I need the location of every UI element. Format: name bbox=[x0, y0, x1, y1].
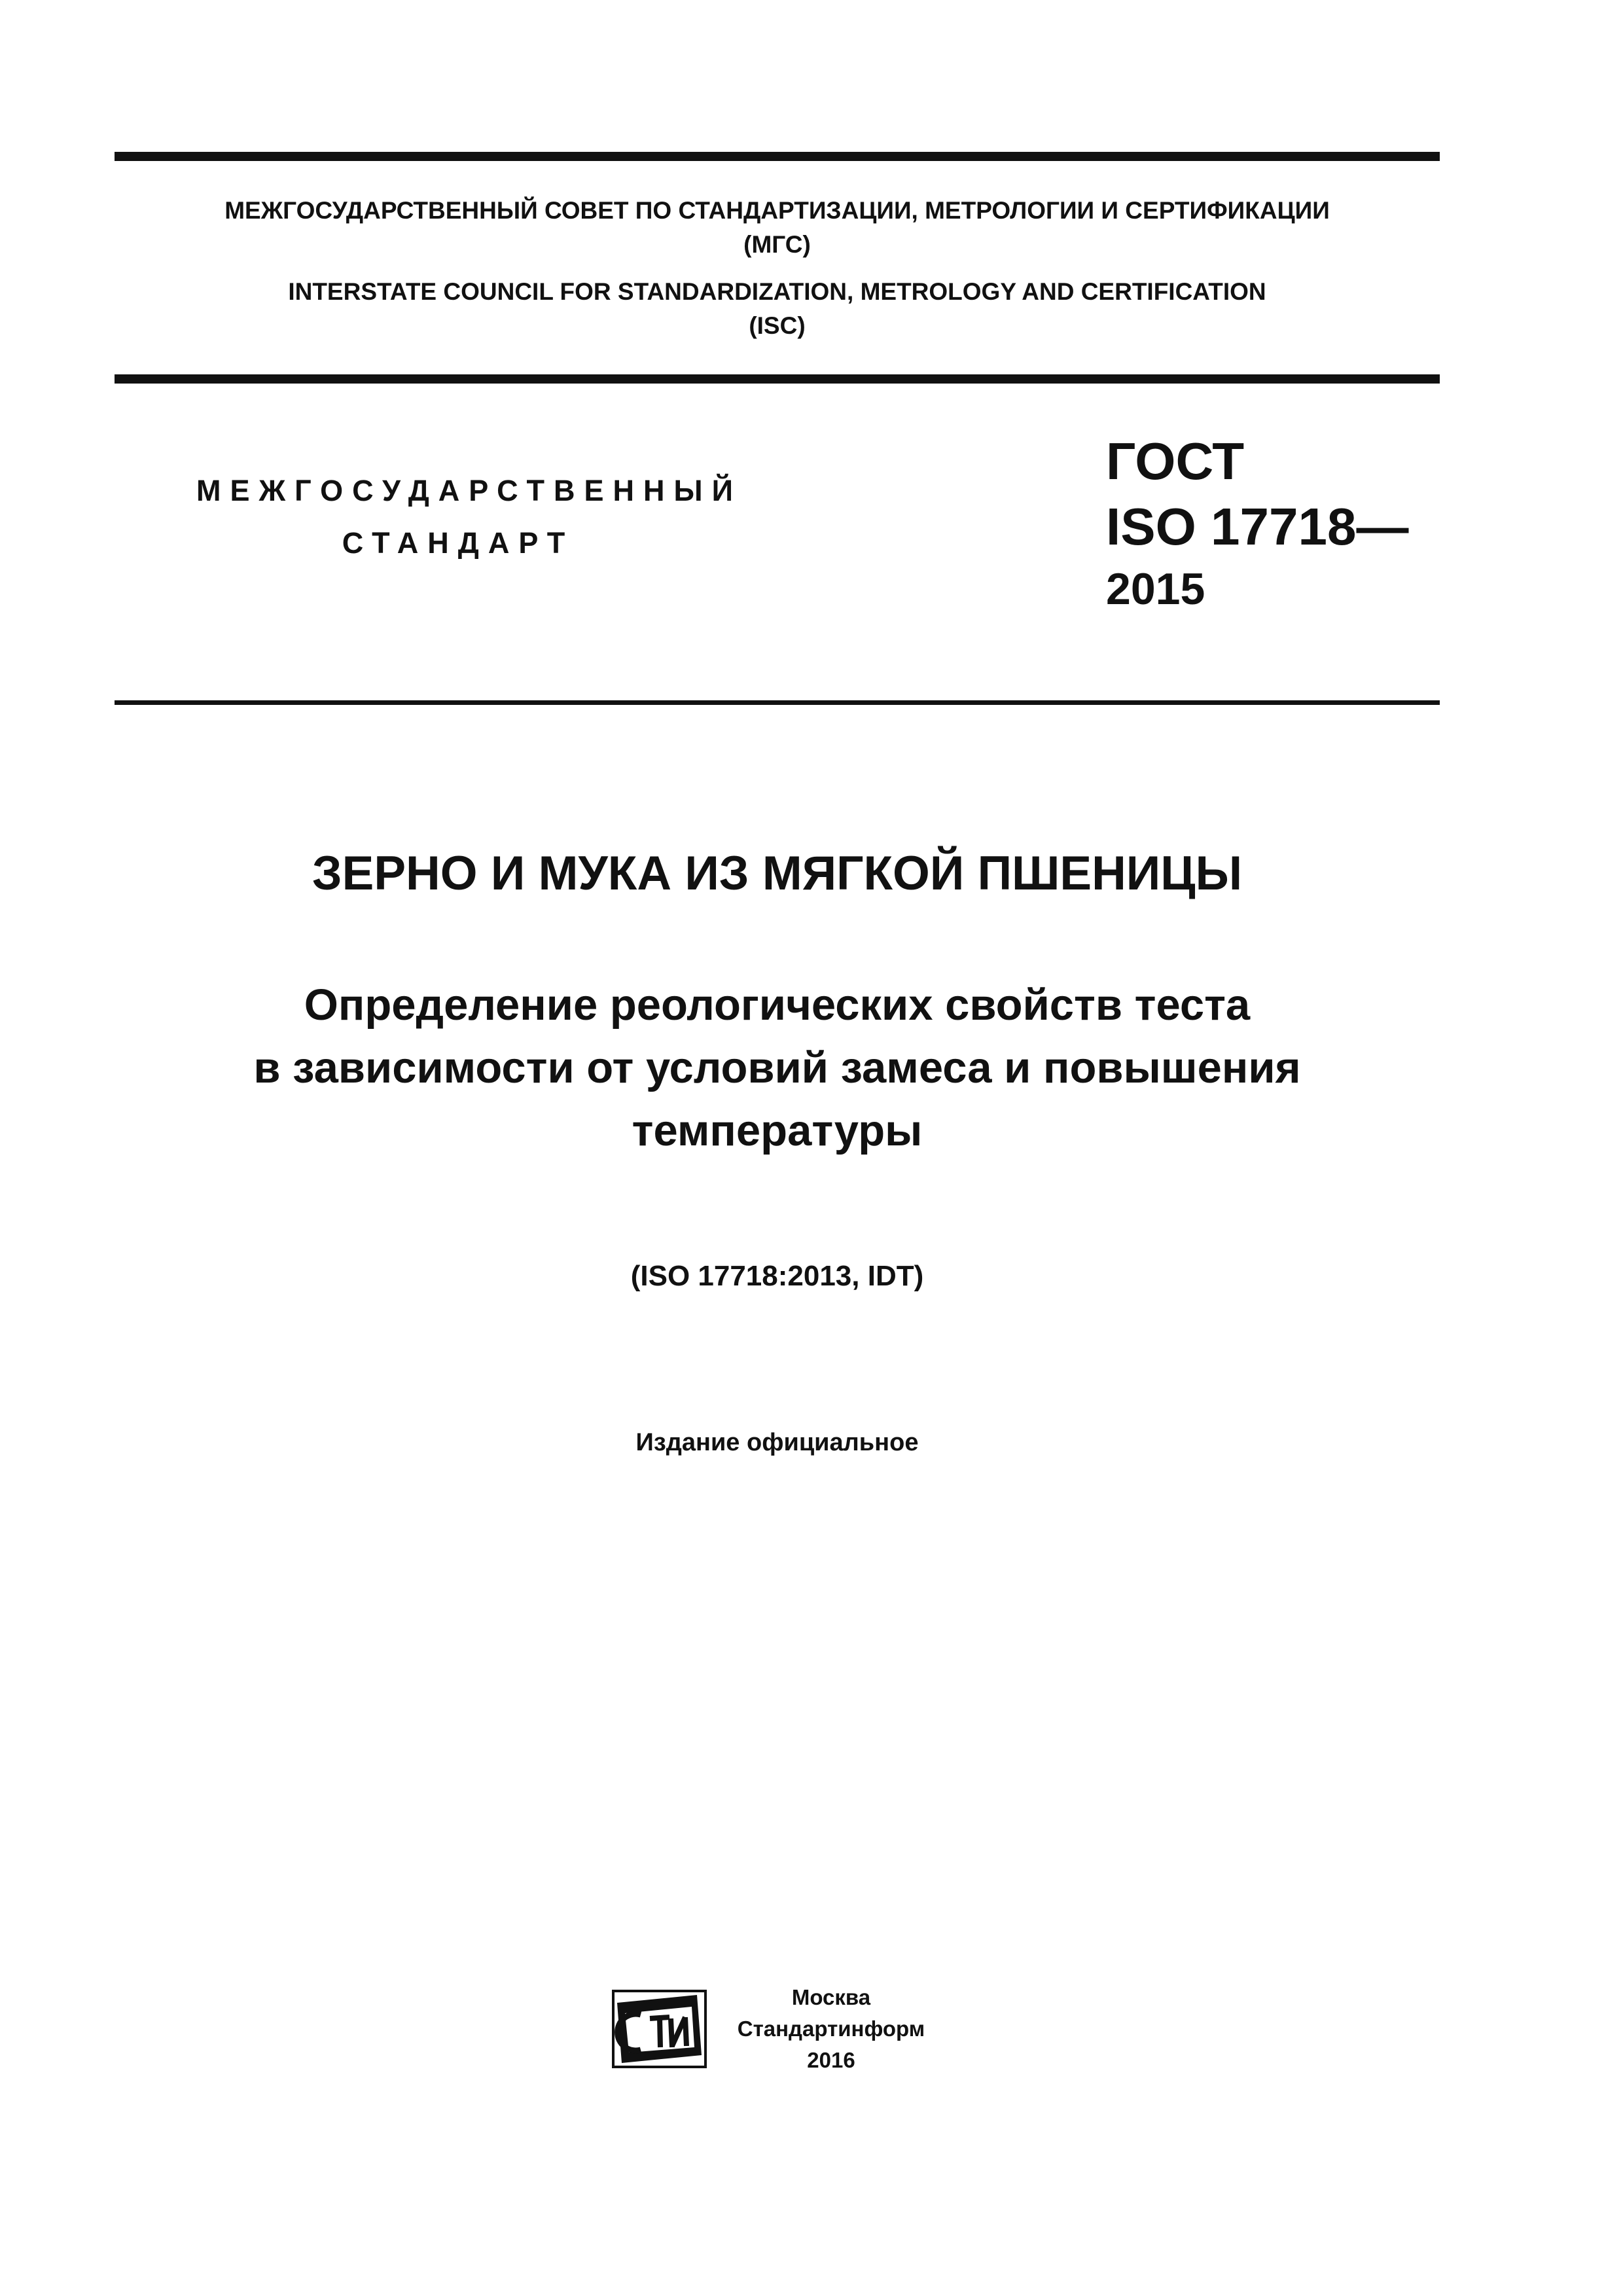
designation-gost: ГОСТ bbox=[1106, 432, 1245, 490]
designation-number: ISO 17718— bbox=[1106, 497, 1409, 556]
standard-kind bbox=[196, 465, 742, 569]
publisher-block bbox=[720, 1982, 942, 2076]
standard-kind-line2: СТАНДАРТ bbox=[342, 526, 575, 560]
standartinform-logo-icon bbox=[612, 1990, 707, 2068]
council-header bbox=[115, 194, 1440, 343]
top-rule bbox=[115, 152, 1440, 161]
subtitle-line2: в зависимости от условий замеса и повышения bbox=[253, 1043, 1301, 1092]
publisher-year: 2016 bbox=[807, 2048, 855, 2072]
subtitle-line3: температуры bbox=[632, 1106, 923, 1155]
standard-kind-line1: МЕЖГОСУДАРСТВЕННЫЙ bbox=[196, 474, 742, 507]
designation-year: 2015 bbox=[1106, 564, 1205, 614]
publisher-name: Стандартинформ bbox=[737, 2017, 925, 2041]
publisher-city: Москва bbox=[791, 1985, 871, 2009]
council-en-name: INTERSTATE COUNCIL FOR STANDARDIZATION, METROLOGY AND CERTIFICATION bbox=[288, 278, 1266, 305]
council-ru-abbr: (МГС) bbox=[743, 231, 811, 258]
iso-reference: (ISO 17718:2013, IDT) bbox=[630, 1260, 924, 1292]
council-rule bbox=[115, 374, 1440, 384]
document-subtitle bbox=[115, 974, 1440, 1162]
edition-note: Издание официальное bbox=[635, 1429, 919, 1456]
subtitle-line1: Определение реологических свойств теста bbox=[304, 980, 1251, 1030]
standard-designation bbox=[1106, 429, 1409, 619]
document-title: ЗЕРНО И МУКА ИЗ МЯГКОЙ ПШЕНИЦЫ bbox=[312, 847, 1243, 900]
council-ru-name: МЕЖГОСУДАРСТВЕННЫЙ СОВЕТ ПО СТАНДАРТИЗАЦИИ, МЕТРОЛОГИИ И СЕРТИФИКАЦИИ bbox=[224, 197, 1330, 224]
designation-rule bbox=[115, 700, 1440, 705]
council-en-abbr: (ISC) bbox=[749, 312, 806, 339]
